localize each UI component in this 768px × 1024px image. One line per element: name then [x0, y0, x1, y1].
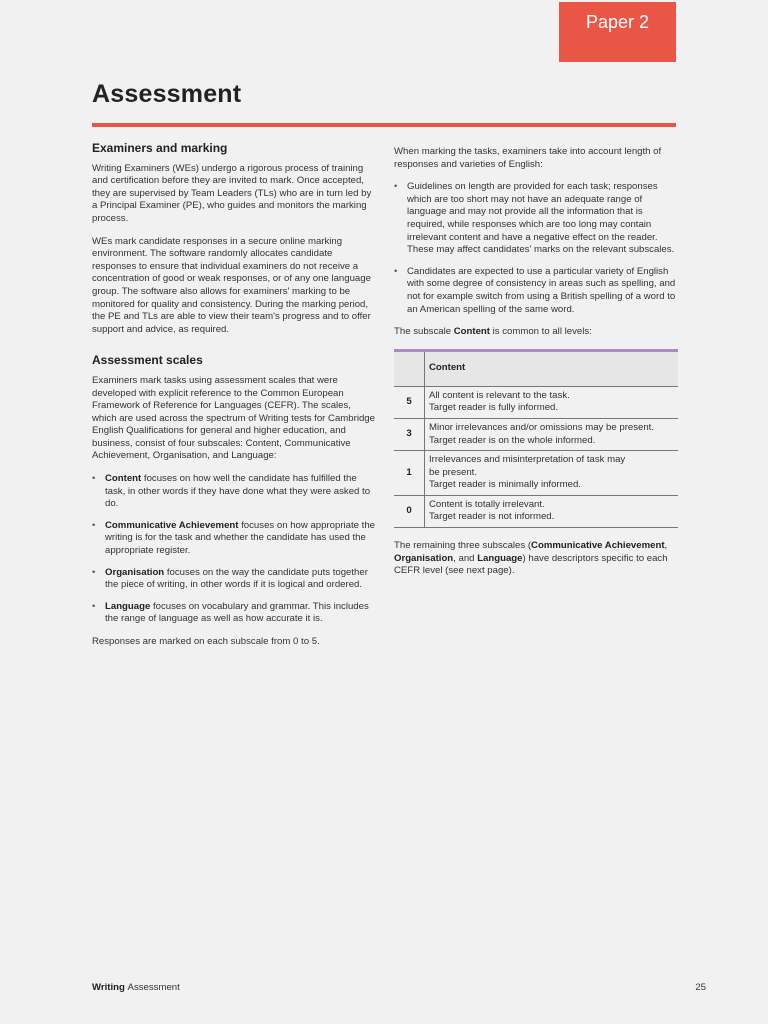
list-item: [92, 473, 376, 511]
footer-subsection: Assessment: [127, 982, 180, 993]
list-item: [92, 567, 376, 592]
table-row: [394, 495, 678, 527]
table-row: [394, 418, 678, 450]
section-heading-scales: Assessment scales: [92, 353, 203, 368]
list-item: [92, 520, 376, 558]
note-text: The subscale: [394, 326, 454, 338]
title-divider: [92, 123, 676, 127]
subscale-note: [394, 326, 678, 339]
note-text: , and: [453, 552, 478, 564]
table-row: [394, 386, 678, 418]
score-cell: 3: [394, 418, 425, 450]
descriptor-line: Target reader is minimally informed.: [429, 479, 581, 491]
descriptor-cell: [425, 451, 679, 496]
score-cell: 0: [394, 495, 425, 527]
subscale-list: [92, 473, 376, 626]
note-text: ) have descriptors specific to each CEFR level (see next page).: [394, 552, 668, 577]
descriptor-cell: [425, 495, 679, 527]
table-header-score: [394, 350, 425, 386]
list-item: [92, 601, 376, 626]
descriptor-cell: [425, 386, 679, 418]
table-header-row: [394, 350, 678, 386]
descriptor-line: All content is relevant to the task.: [429, 389, 570, 401]
page-title: Assessment: [92, 80, 242, 108]
page-footer: [92, 982, 706, 993]
note-term: Content: [453, 326, 490, 338]
descriptor-line: Target reader is fully informed.: [429, 402, 559, 414]
list-item-term: Communicative Achievement: [105, 519, 239, 531]
note-term: Organisation: [394, 552, 454, 564]
paragraph: Writing Examiners (WEs) undergo a rigorous process of training and certification before they are invited to mark. Once accepted, they are supervised by Team Leaders (TLs) who are in turn led by a Principal Examiner (PE), who guides and monitors the marking process.: [92, 162, 372, 224]
paragraph: WEs mark candidate responses in a secure online marking environment. The software randomly allocates candidate responses to ensure that individual examiners do not receive a concentration of good or weak responses, or of any one language group. The software also allows for examiners' marking to be monitored for quality and consistency. During the marking period, the PE and TLs are able to view their team's progress and to offer support and advice, as required.: [92, 235, 371, 335]
right-column: [394, 146, 678, 588]
paper-tab-label: Paper 2: [585, 12, 650, 32]
list-item-text: focuses on how appropriate the writing is for the task and whether the candidate has used the appropriate register.: [105, 519, 376, 557]
descriptor-line: Content is totally irrelevant.: [429, 498, 545, 510]
score-cell: 1: [394, 451, 425, 496]
note-text: is common to all levels:: [489, 326, 592, 338]
remaining-subscales-note: [394, 540, 678, 578]
paragraph: Examiners mark tasks using assessment scales that were developed with explicit reference to the Common European Framework of Reference for Languages (CEFR). The scales, which are used across the spectrum of Writing tests for Cambridge English Qualifications for general and higher education, and business, consist of four subscales: Content, Communicative Achievement, Organisation, and Language:: [92, 374, 375, 462]
descriptor-line: Irrelevances and misinterpretation of task may: [429, 454, 626, 466]
note-term: Language: [477, 552, 523, 564]
descriptor-line: Target reader is not informed.: [429, 511, 555, 523]
left-column: [92, 142, 376, 659]
note-term: Communicative Achievement: [531, 540, 665, 552]
descriptor-cell: [425, 418, 679, 450]
footer-section: Writing: [92, 982, 125, 993]
list-item: • Candidates are expected to use a particular variety of English with some degree of consistency in areas such as spelling, and not for example switch from using a British spelling of a word to an American spelling of the same word.: [394, 266, 678, 316]
guideline-list: [394, 181, 678, 316]
descriptor-line: Minor irrelevances and/or omissions may be present.: [429, 421, 655, 433]
list-item: • Guidelines on length are provided for each task; responses which are too short may not have an adequate range of language and may not provide all the information that is required, while responses which are too long may contain irrelevant content and have a negative effect on the reader. These may affect candidates' marks on the relevant subscales.: [394, 181, 678, 257]
note-text: ,: [664, 540, 668, 552]
list-item-text: focuses on vocabulary and grammar. This includes the range of language as well as how accurate it is.: [105, 600, 369, 625]
paragraph: Responses are marked on each subscale from 0 to 5.: [92, 636, 320, 647]
list-item-term: Language: [105, 600, 151, 612]
paper-tab: [559, 2, 676, 62]
list-item-text: focuses on how well the candidate has fulfilled the task, in other words if they have done what they were asked to do.: [105, 473, 371, 510]
score-cell: 5: [394, 386, 425, 418]
table-header-content: Content: [425, 350, 679, 386]
note-text: The remaining three subscales (: [394, 540, 532, 552]
descriptor-line: Target reader is on the whole informed.: [429, 434, 596, 446]
table-row: [394, 451, 678, 496]
list-item-term: Organisation: [105, 566, 165, 578]
page-number: 25: [695, 982, 706, 993]
content-scale-table: [394, 349, 678, 528]
list-item-term: Content: [105, 473, 142, 485]
paragraph: When marking the tasks, examiners take into account length of responses and varieties of English:: [394, 146, 662, 170]
section-heading-examiners: Examiners and marking: [92, 141, 228, 155]
list-item-text: focuses on the way the candidate puts together the piece of writing, in other words if it is logical and ordered.: [105, 566, 368, 591]
descriptor-line: be present.: [429, 466, 478, 478]
